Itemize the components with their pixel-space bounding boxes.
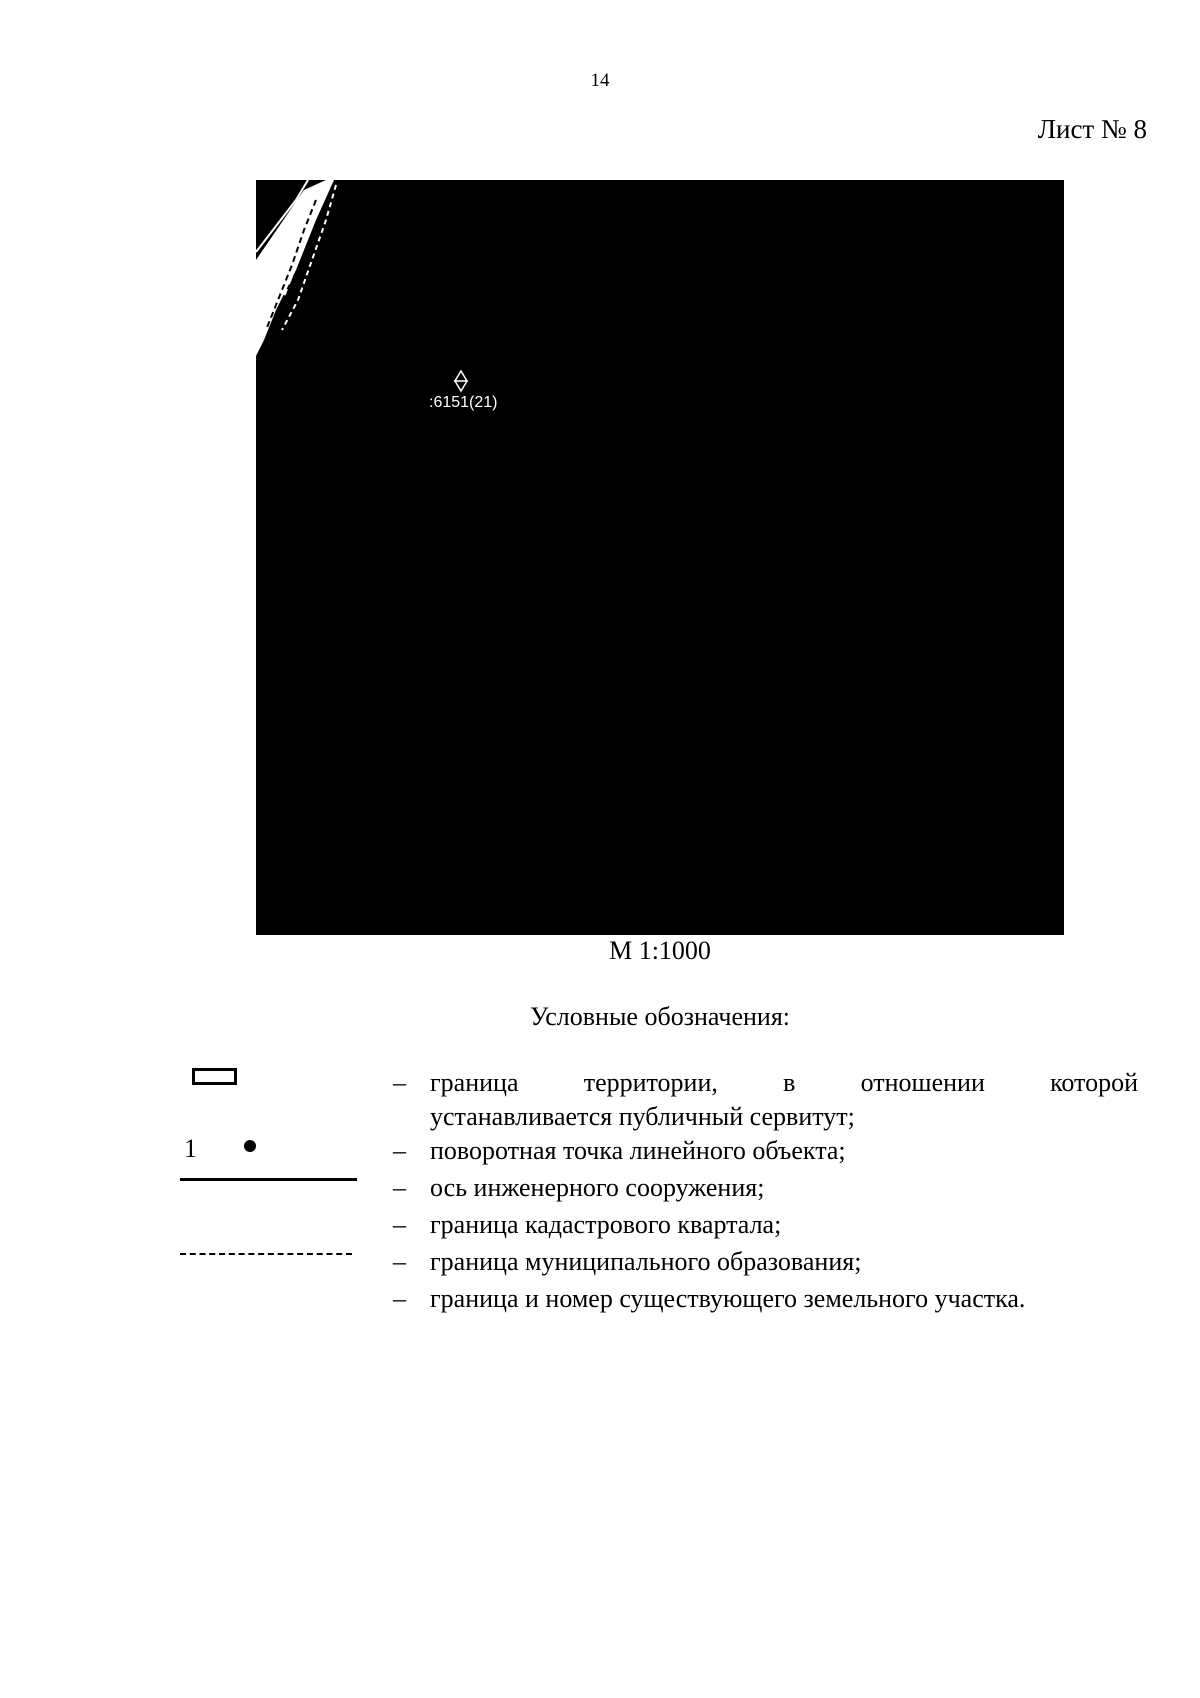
legend-item-turning-point (393, 1134, 1138, 1168)
legend-dash: – (393, 1247, 406, 1276)
legend-item-text: ось инженерного сооружения; (430, 1173, 765, 1202)
legend-item-text: граница муниципального образования; (430, 1247, 862, 1276)
map-scale: М 1:1000 (609, 936, 711, 965)
legend-symbol-axis-line (180, 1178, 357, 1181)
page-number: 14 (590, 70, 610, 91)
legend-dash: – (393, 1210, 406, 1239)
legend-item-text: граница территории, в отношении которой (430, 1068, 1138, 1097)
map-frame (256, 180, 1064, 935)
legend-symbol-point-dot (244, 1140, 256, 1152)
legend-dash: – (393, 1136, 406, 1165)
legend-item-land-plot (393, 1282, 1138, 1316)
parcel-marker-icon (455, 371, 467, 391)
sheet-label: Лист № 8 (1037, 114, 1147, 144)
legend-dash: – (393, 1068, 406, 1097)
map-graphics (256, 180, 1064, 935)
legend-item-text-cont: устанавливается публичный сервитут; (430, 1102, 855, 1131)
legend-item-cadastral-quarter (393, 1208, 1138, 1242)
legend-item-municipal (393, 1245, 1138, 1279)
legend-item-axis (393, 1171, 1138, 1205)
parcel-number-label: :6151(21) (429, 394, 498, 411)
legend-symbol-servitude-boundary (192, 1068, 237, 1085)
legend-dash: – (393, 1173, 406, 1202)
legend-item-servitude (393, 1066, 1138, 1134)
legend-symbol-municipal-boundary (180, 1253, 352, 1255)
legend-dash: – (393, 1284, 406, 1313)
legend-item-text: поворотная точка линейного объекта; (430, 1136, 846, 1165)
legend-title: Условные обозначения: (529, 1002, 791, 1031)
legend-item-text: граница кадастрового квартала; (430, 1210, 782, 1239)
legend-item-text: граница и номер существующего земельного участка. (430, 1284, 1026, 1313)
legend-symbol-point-number: 1 (184, 1134, 197, 1163)
